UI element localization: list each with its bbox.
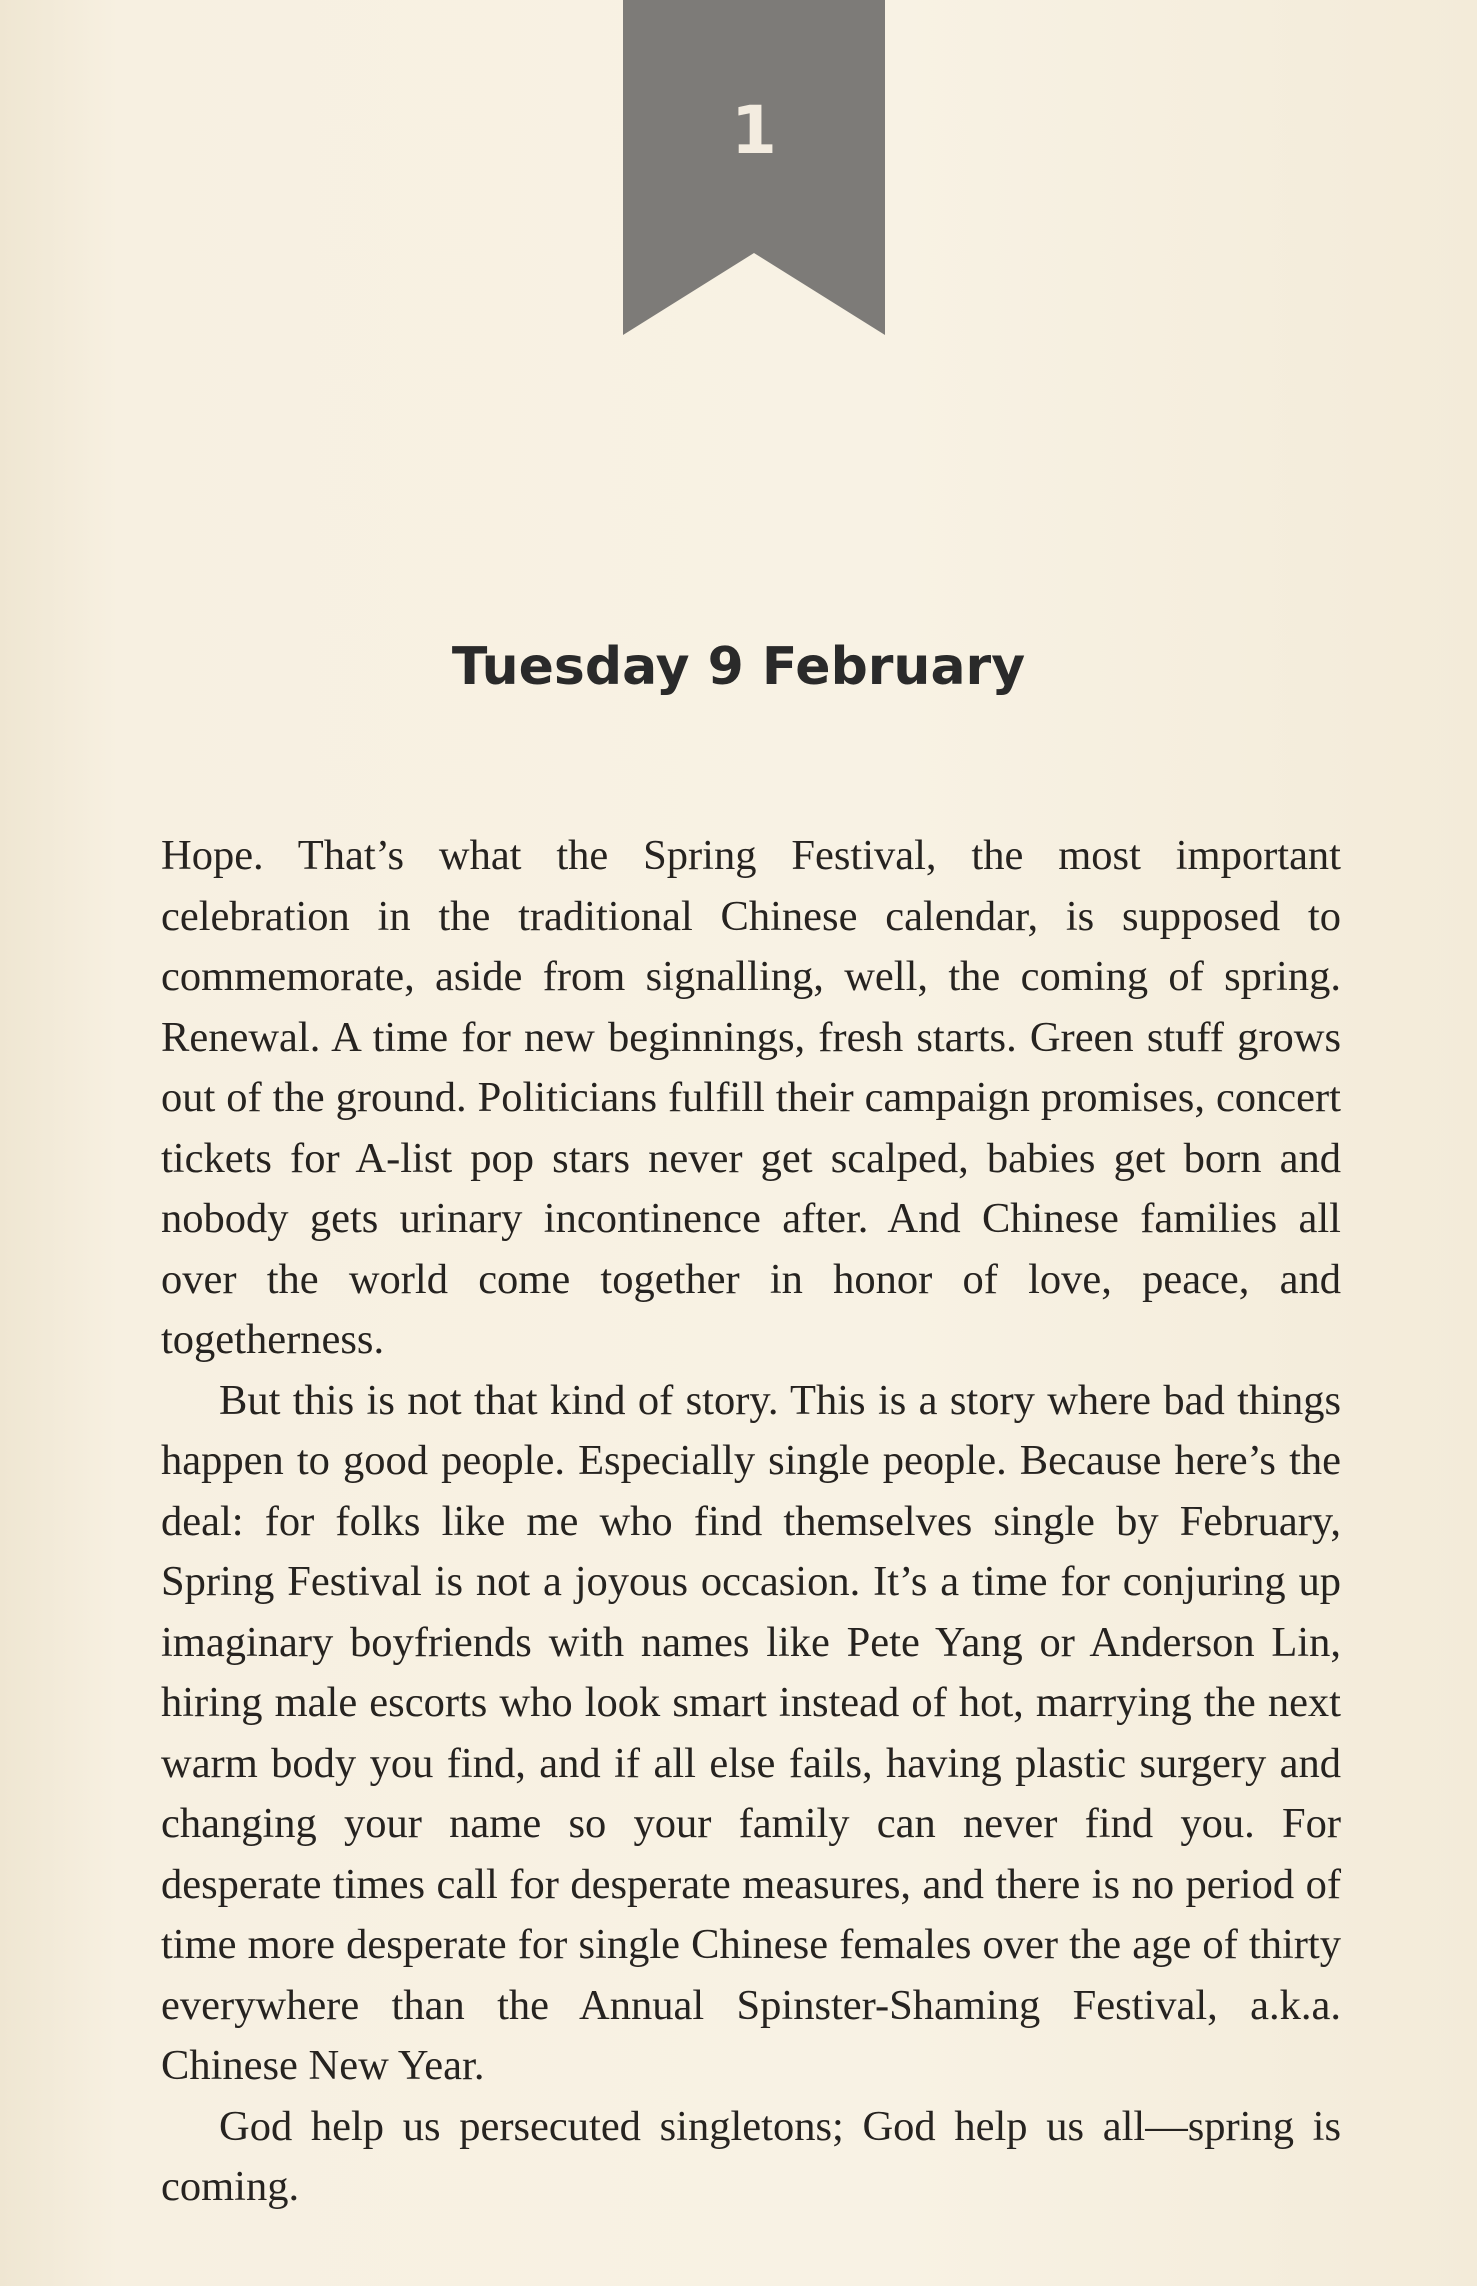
paragraph-1: Hope. That’s what the Spring Festival, the most important celebration in the traditional Chinese calendar, is supposed to commemorate, aside from signalling, well, the coming of spring. Renewal. A time for new beginnings, fresh starts. Green stuff grows out of the ground. Politicians fulfill their campaign promises, concert tickets for A-list pop stars never get scalped, babies get born and nobody gets urinary incontinence after. And Chinese families all over the world come together in honor of love, peace, and togetherness.: [161, 832, 1341, 1363]
chapter-title: Tuesday 9 February: [451, 637, 1026, 697]
chapter-number: 1: [731, 92, 777, 169]
paragraph-3: God help us persecuted singletons; God help us all—spring is coming.: [161, 2102, 1341, 2210]
paragraph-2: But this is not that kind of story. This is a story where bad things happen to good people. Especially single people. Because here’s the deal: for folks like me who find themselves single by February, Spring Festival is not a joyous occasion. It’s a time for conjuring up imaginary boyfriends with names like Pete Yang or Anderson Lin, hiring male escorts who look smart instead of hot, marrying the next warm body you find, and if all else fails, having plastic surgery and changing your name so your family can never find you. For desperate times call for desperate measures, and there is no period of time more desperate for single Chinese females over the age of thirty everywhere than the Annual Spinster-Shaming Festival, a.k.a. Chinese New Year.: [161, 1376, 1341, 2089]
chapter-body: [161, 826, 1341, 2218]
